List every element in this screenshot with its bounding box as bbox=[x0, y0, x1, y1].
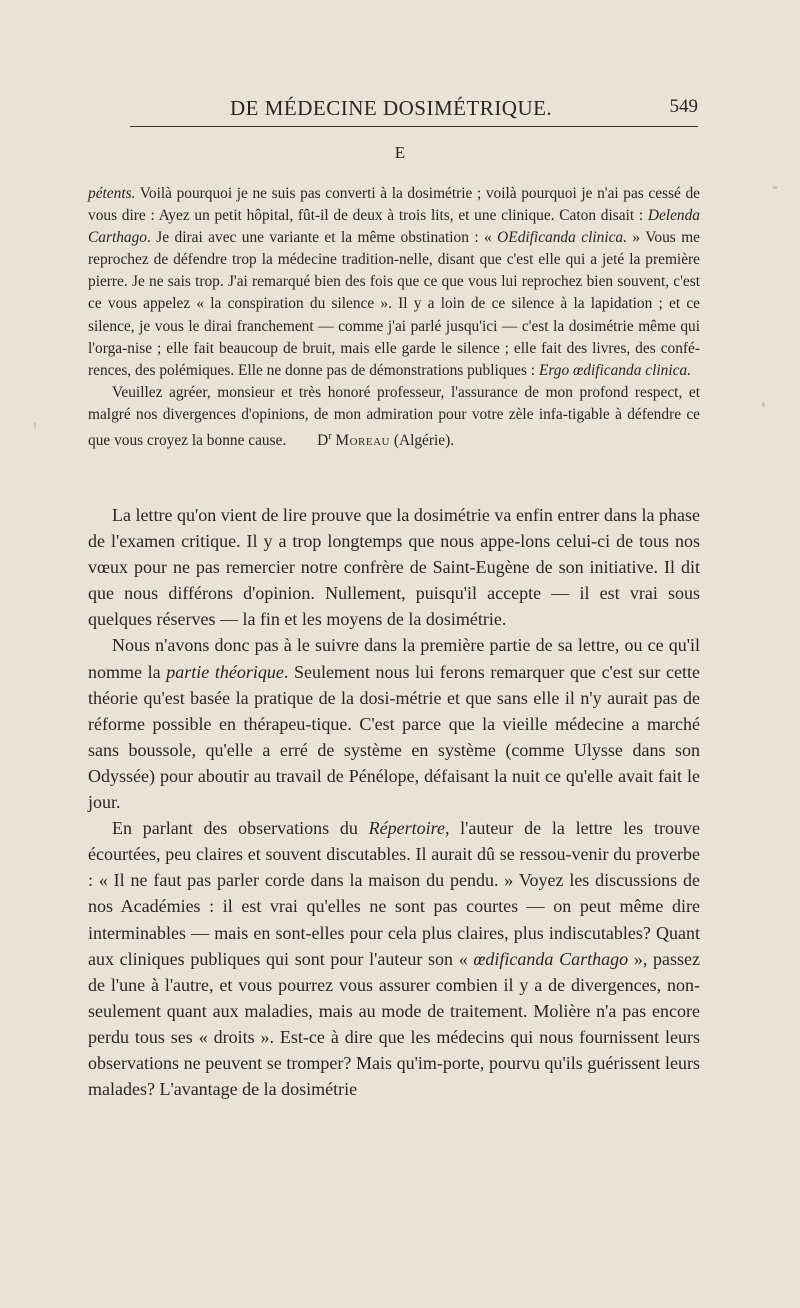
paper-speck bbox=[34, 422, 36, 428]
commentary-paragraph-3 bbox=[88, 815, 700, 1102]
commentary-p3-text-3: », passez de l'une à l'autre, et vous pourrez vous assurer combien il y a de divergences, non-seulement quant aux maladies, mais au mode de traitement. Molière n'a pas encore perdu tous ses « droits ». Est-ce à dire que les médecins qui nous fournissent leurs observations ne peuvent se tromper? Mais qu'im-porte, pourvu qu'ils guérissent leurs malades? L'avantage de la dosimétrie bbox=[88, 948, 700, 1100]
signer-dr-sup: r bbox=[328, 431, 332, 443]
letter-quote-ergo: Ergo œdificanda clinica. bbox=[538, 361, 691, 379]
letter-quote-delenda: Delenda Carthago bbox=[88, 207, 700, 247]
letter-block bbox=[88, 183, 700, 452]
lead-italic: pétents. bbox=[88, 185, 136, 202]
letter-text-1: Voilà pourquoi je ne suis pas converti à la dosimétrie ; voilà pourquoi je n'ai pas cessé de vous dire : Ayez un petit hôpital, fût-il de deux à trois lits, et une clinique. Caton disait : bbox=[88, 185, 700, 225]
signer-dr: D bbox=[317, 432, 329, 450]
paper-speck bbox=[772, 186, 778, 189]
commentary-p3-italic-1: Répertoire bbox=[368, 818, 445, 839]
commentary-p2-text-2: . Seulement nous lui ferons remarquer que c'est sur cette théorie qu'est basée la pratique de la dosi-métrie et que sans elle il n'y aurait pas de réforme possible en thérapeu-tique. C'est parce que la vieille médecine a marché sans boussole, qu'elle a erré de système en système (comme Ulysse dans son Odyssée) pour aboutir au travail de Pénélope, défaisant la nuit ce qu'elle avait fait le jour. bbox=[88, 661, 701, 813]
page-number: 549 bbox=[669, 96, 698, 117]
letter-quote-oedificanda: OEdificanda clinica. bbox=[497, 229, 627, 247]
commentary-p2-text-1: Nous n'avons donc pas à le suivre dans la première partie de sa lettre, ou ce qu'il nomme la bbox=[88, 635, 700, 682]
letter-paragraph-2 bbox=[88, 382, 700, 452]
commentary-block bbox=[88, 502, 700, 1102]
commentary-p3-italic-2: œdificanda Carthago bbox=[473, 948, 629, 969]
running-title: DE MÉDECINE DOSIMÉTRIQUE. bbox=[230, 96, 553, 120]
commentary-p2-italic: partie théorique bbox=[166, 661, 284, 682]
commentary-paragraph-2 bbox=[88, 632, 700, 815]
paper-speck bbox=[762, 402, 765, 407]
letter-paragraph-1 bbox=[88, 183, 700, 382]
commentary-p3-text-1: En parlant des observations du bbox=[112, 818, 369, 839]
page-header bbox=[130, 96, 698, 127]
commentary-p3-text-2: , l'auteur de la lettre les trouve écourtées, peu claires et souvent discutables. Il aurait dû se ressou-venir du proverbe : « Il ne faut pas parler corde dans la maison du pendu. » Voyez les discussions de nos Académies : il est vrai qu'elles ne sont pas courtes — on peut même dire interminables — mais en sont-elles pour cela plus claires, plus indiscutables? Quant aux cliniques publiques qui sont pour l'auteur son « bbox=[88, 818, 700, 969]
letter-signature bbox=[317, 432, 454, 449]
letter-text-3: » Vous me reprochez de défendre trop la médecine tradition-nelle, disant que c'est elle qui a jeté la première pierre. Je ne sais trop. J'ai remarqué bien des fois que ce que vous lui reprochez bien souvent, c'est ce vous appelez « la conspiration du silence ». Il y a loin de ce silence à la lapidation ; et ce silence, je vous le dirai franchement — comme j'ai parlé jusqu'ici — c'est la dosimétrie même qui l'orga-nise ; elle fait beaucoup de bruit, mais elle garde le silence ; elle fait des livres, des confé-rences, des polémiques. Elle ne donne pas de démonstrations publiques : bbox=[88, 229, 700, 379]
commentary-paragraph-1: La lettre qu'on vient de lire prouve que la dosimétrie va enfin entrer dans la phase de l'examen critique. Il y a trop longtemps que nous appe-lons celui-ci de tous nos vœux pour ne pas remercier notre confrère de Saint-Eugène de son initiative. Il dit que nous différons d'opinion. Nullement, puisqu'il accepte — il est vrai sous quelques réserves — la fin et les moyens de la dosimétrie. bbox=[88, 505, 700, 630]
signature-mark: E bbox=[394, 143, 406, 162]
signer-name: Moreau bbox=[335, 432, 390, 450]
letter-closing-text: Veuillez agréer, monsieur et très honoré professeur, l'assurance de mon profond respect, et malgré nos divergences d'opinions, de mon admiration pour votre zèle infa-tigable à défendre ce que vous croyez la bonne cause. bbox=[88, 383, 700, 450]
signer-place: (Algérie). bbox=[393, 432, 455, 450]
letter-text-2: . Je dirai avec une variante et la même obstination : « bbox=[147, 229, 498, 247]
